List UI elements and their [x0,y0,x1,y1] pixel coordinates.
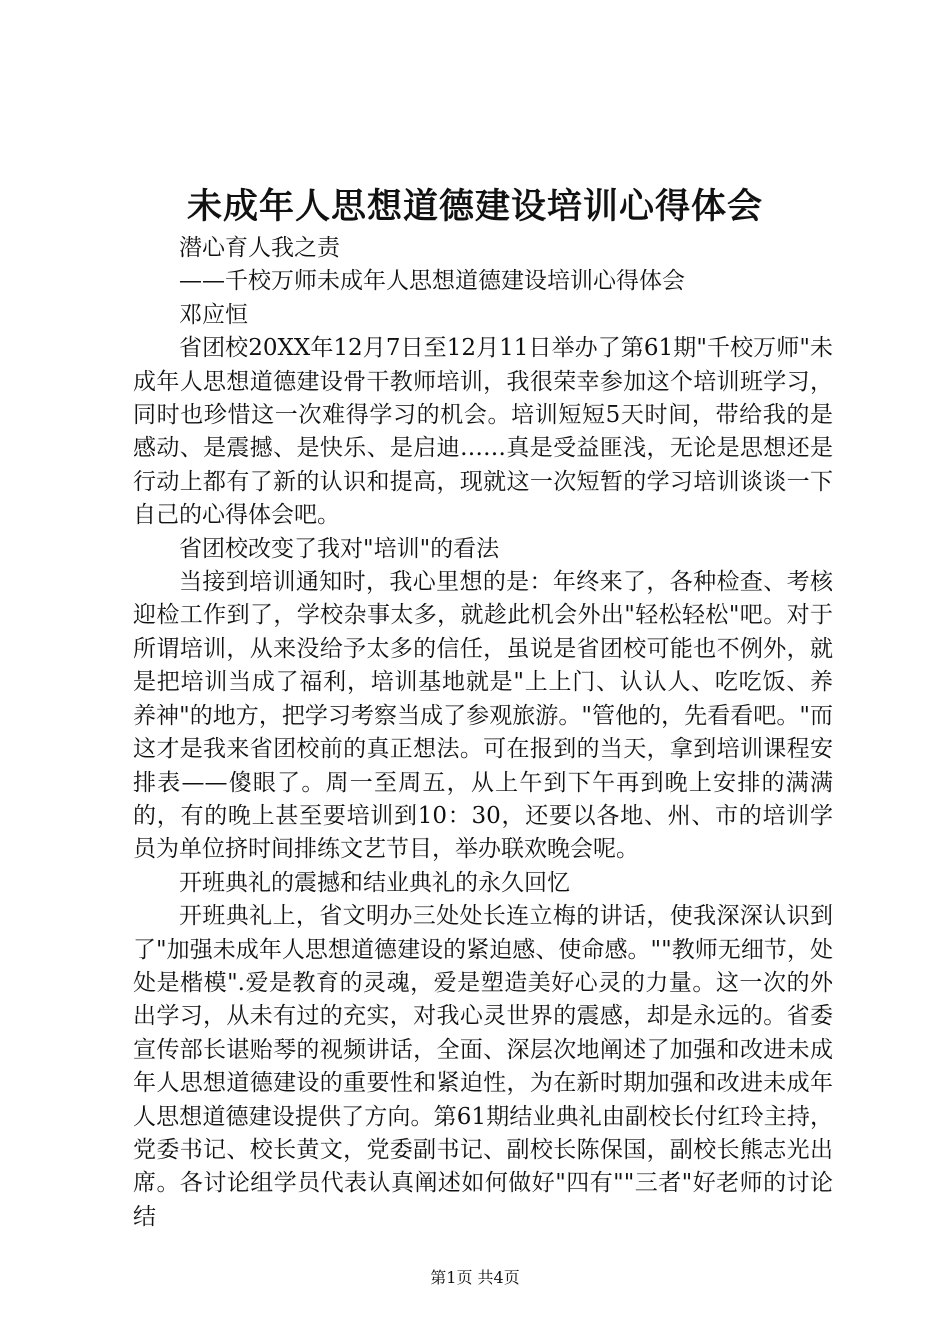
document-title: 未成年人思想道德建设培训心得体会 [186,186,763,227]
subtitle: 潜心育人我之责 [179,235,340,261]
paragraph: 开班典礼上，省文明办三处处长连立梅的讲话，使我深深认识到了"加强未成年人思想道德建设的紧迫感、使命感。""教师无细节，处处是楷模".爱是教育的灵魂，爱是塑造美好心灵的力量。这一次的外出学习，从未有过的充实，对我心灵世界的震感，却是永远的。省委宣传部长谌贻琴的视频讲话，全面、深层次地阐述了加强和改进未成年人思想道德建设的重要性和紧迫性，为在新时期加强和改进未成年人思想道德建设提供了方向。第61期结业典礼由副校长付红玲主持，党委书记、校长黄文，党委副书记、副校长陈保国，副校长熊志光出席。各讨论组学员代表认真阐述如何做好"四有""三者"好老师的讨论结 [133,903,833,1230]
document-body [133,232,833,1234]
subtitle-secondary: ——千校万师未成年人思想道德建设培训心得体会 [179,268,685,295]
paragraph: 省团校20XX年12月7日至12月11日举办了第61期"千校万师"未成年人思想道德建设骨干教师培训，我很荣幸参加这个培训班学习，同时也珍惜这一次难得学习的机会。培训短短5天时间，带给我的是感动、是震撼、是快乐、是启迪……真是受益匪浅，无论是思想还是行动上都有了新的认识和提高，现就这一次短暂的学习培训谈谈一下自己的心得体会吧。 [133,335,833,529]
paragraph: 当接到培训通知时，我心里想的是：年终来了，各种检查、考核迎检工作到了，学校杂事太多，就趁此机会外出"轻松轻松"吧。对于所谓培训，从来没给予太多的信任，虽说是省团校可能也不例外，就是把培训当成了福利，培训基地就是"上上门、认认人、吃吃饭、养养神"的地方，把学习考察当成了参观旅游。"管他的，先看看吧。"而这才是我来省团校前的真正想法。可在报到的当天，拿到培训课程安排表——傻眼了。周一至周五，从上午到下午再到晚上安排的满满的，有的晚上甚至要培训到10：30，还要以各地、州、市的培训学员为单位挤时间排练文艺节目，举办联欢晚会呢。 [133,569,833,863]
page-number: 第1页 共4页 [430,1268,520,1287]
section-heading: 开班典礼的震撼和结业典礼的永久回忆 [179,869,570,896]
author: 邓应恒 [179,301,248,328]
section-heading: 省团校改变了我对"培训"的看法 [179,535,500,562]
